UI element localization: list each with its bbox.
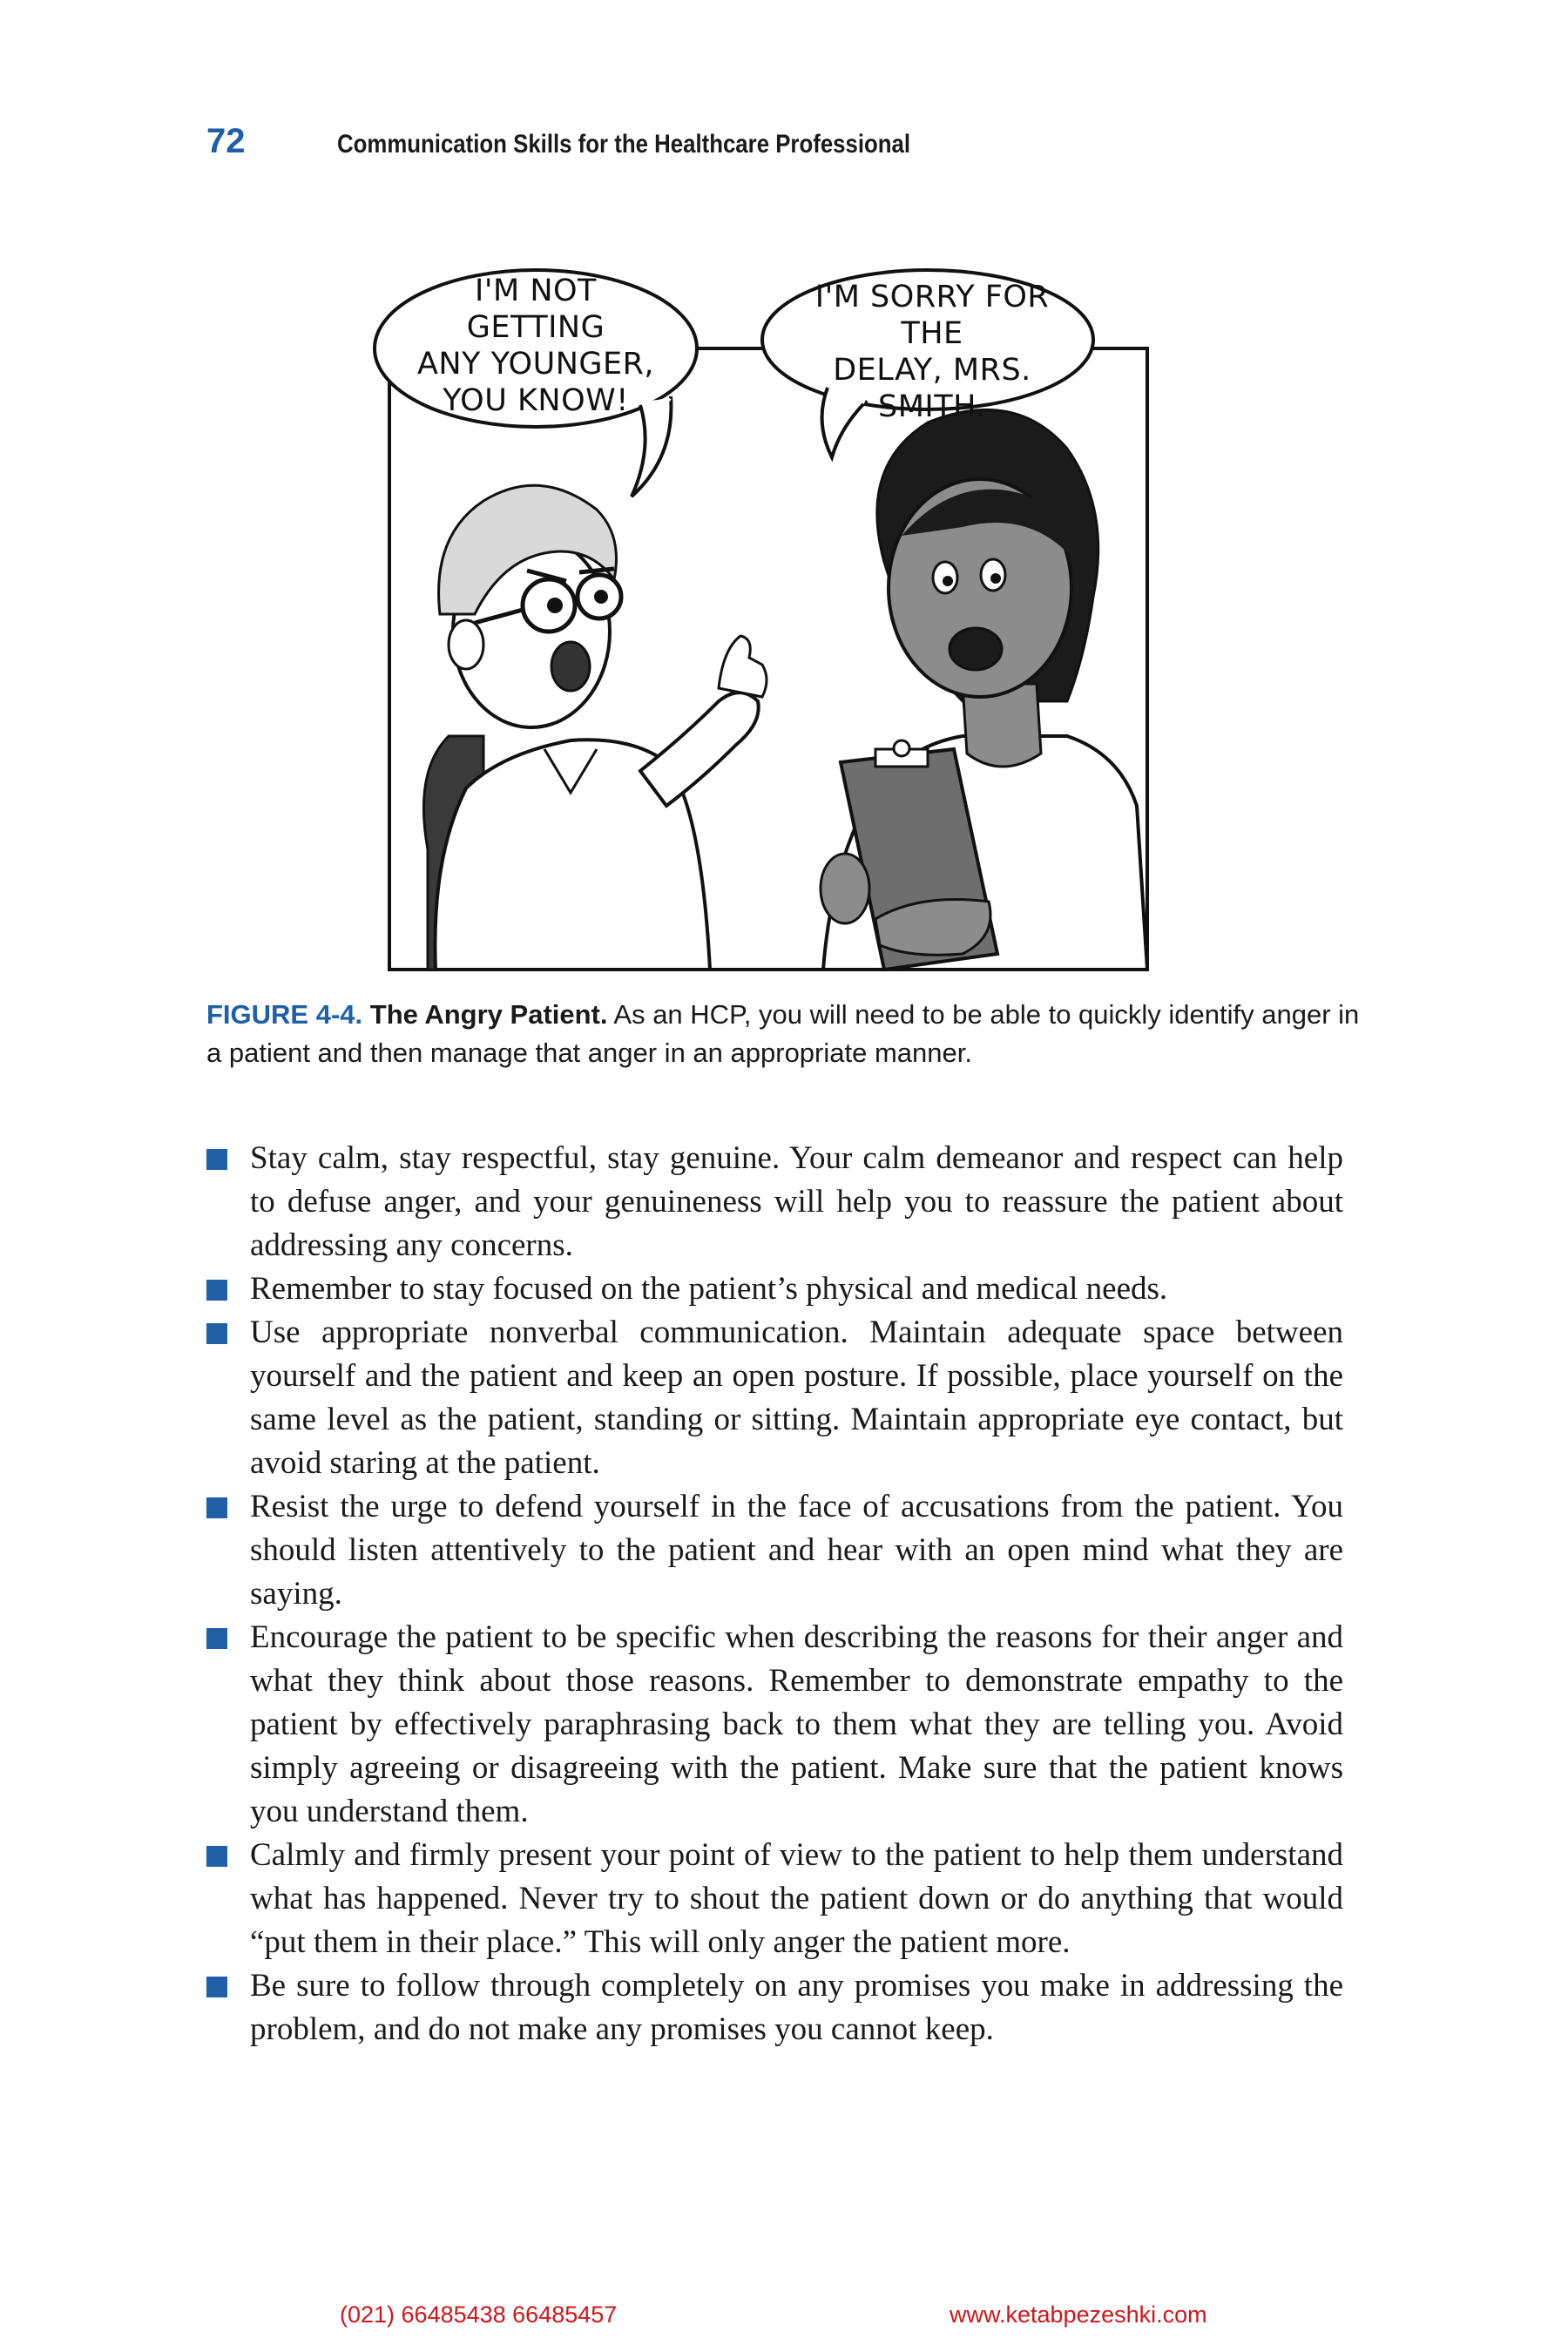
nurse-mouth bbox=[950, 628, 1002, 670]
bullet-list bbox=[206, 1137, 1343, 2051]
square-bullet-icon bbox=[206, 1149, 227, 1170]
list-item: Resist the urge to defend yourself in the face of accusations from the patient. You should listen attentively to the patient and hear with an open mind what they are saying. bbox=[206, 1485, 1343, 1616]
square-bullet-icon bbox=[206, 1977, 227, 1997]
square-bullet-icon bbox=[206, 1628, 227, 1649]
speech-left-text: I'M NOT GETTING ANY YOUNGER, YOU KNOW! bbox=[416, 274, 655, 418]
footer-phone: (021) 66485438 66485457 bbox=[340, 2301, 618, 2328]
figure-label: FIGURE 4-4. bbox=[206, 999, 363, 1030]
square-bullet-icon bbox=[206, 1497, 227, 1518]
figure-caption bbox=[206, 996, 1365, 1072]
page-number: 72 bbox=[206, 122, 246, 160]
book-title: Communication Skills for the Healthcare Professional bbox=[337, 130, 911, 159]
list-item: Use appropriate nonverbal communication. Maintain adequate space between yourself and the patient and keep an open posture. If possible, place yourself on the same level as the patient, standing or sitting. Maintain appropriate eye contact, but avoid staring at the patient. bbox=[206, 1311, 1343, 1485]
caption-text: As an HCP, you will need to be able to quickly identify anger in a patient and then manage that anger in an appropriate manner. bbox=[206, 999, 1360, 1068]
list-item: Stay calm, stay respectful, stay genuine. Your calm demeanor and respect can help to defuse anger, and your genuineness will help you to reassure the patient about addressing any concerns. bbox=[206, 1137, 1343, 1267]
list-item: Remember to stay focused on the patient’s physical and medical needs. bbox=[206, 1267, 1343, 1311]
square-bullet-icon bbox=[206, 1280, 227, 1301]
square-bullet-icon bbox=[206, 1323, 227, 1344]
list-item: Calmly and firmly present your point of view to the patient to help them understand what has happened. Never try to shout the patient down or do anything that would “put them in their place.” This will only anger the patient more. bbox=[206, 1834, 1343, 1964]
patient-ear bbox=[449, 620, 483, 669]
footer-url[interactable]: www.ketabpezeshki.com bbox=[950, 2301, 1207, 2328]
list-item: Be sure to follow through completely on any promises you make in addressing the problem, and do not make any promises you cannot keep. bbox=[206, 1964, 1343, 2051]
nurse-hand-left bbox=[821, 854, 869, 923]
cartoon-figure bbox=[353, 248, 1224, 989]
square-bullet-icon bbox=[206, 1846, 227, 1867]
figure-title: The Angry Patient. bbox=[369, 999, 608, 1030]
running-head bbox=[206, 122, 1004, 161]
patient-mouth bbox=[551, 642, 590, 691]
list-item: Encourage the patient to be specific when describing the reasons for their anger and what they think about those reasons. Remember to demonstrate empathy to the patient by effectively paraphrasing back to them what they are telling you. Avoid simply agreeing or disagreeing with the patient. Make sure that the patient knows you understand them. bbox=[206, 1616, 1343, 1834]
speech-right-text: I'M SORRY FOR THE DELAY, MRS. SMITH. bbox=[814, 280, 1050, 424]
